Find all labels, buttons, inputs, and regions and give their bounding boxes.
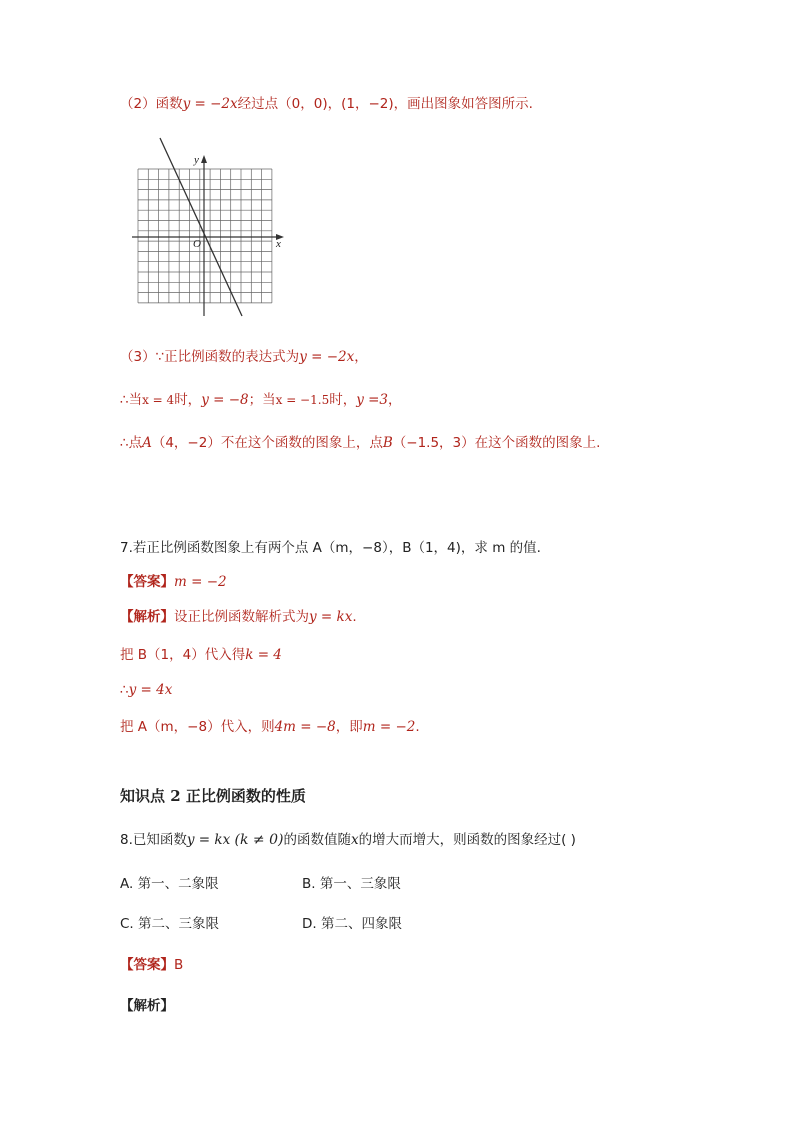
y-axis-label: y <box>194 154 199 166</box>
part3-line2-y1: y = −8 <box>201 392 249 408</box>
q8-answer-tag: 【答案】 <box>120 957 174 973</box>
q7-analysis-4e: . <box>415 719 420 735</box>
q7-analysis-1b: y = kx <box>309 609 353 625</box>
section-title: 知识点 2 正比例函数的性质 <box>120 787 306 805</box>
q7-analysis-2a: 把 B（1，4）代入得 <box>120 647 246 663</box>
q8-analysis-tag: 【解析】 <box>120 998 174 1014</box>
q7-answer-tag: 【答案】 <box>120 574 174 590</box>
q7-question: 7.若正比例函数图象上有两个点 A（m，−8），B（1，4)，求 m 的值. <box>120 540 541 556</box>
y-axis-arrow-icon <box>201 155 207 163</box>
part2-text: 经过点（0，0)，(1，−2)，画出图象如答图所示. <box>237 96 533 112</box>
q8-option-b: B. 第一、三象限 <box>302 876 401 892</box>
q8-question-cond: (k ≠ 0) <box>234 832 284 848</box>
q7-analysis-1a: 设正比例函数解析式为 <box>174 609 309 625</box>
part3-line3-a: ∴点 <box>120 435 143 451</box>
part3-line1 <box>120 347 368 367</box>
q7-analysis-line1 <box>120 607 357 627</box>
q7-analysis-4b: 4m = −8 <box>274 719 336 735</box>
function-graph <box>128 134 293 319</box>
part3-line3-b: （4，−2）不在这个函数的图象上，点 <box>151 435 383 451</box>
q8-question-a: 8.已知函数 <box>120 832 187 848</box>
q8-answer-value: B <box>174 957 184 973</box>
q8-option-a: A. 第一、二象限 <box>120 876 219 892</box>
part3-line2-x1: x = 4 <box>142 393 175 407</box>
q8-question-b: 的函数值随 <box>283 832 351 848</box>
q7-analysis-3b: y = 4x <box>128 682 173 698</box>
part3-line2-a: ∴当 <box>120 392 143 408</box>
part3-line3-c: （−1.5，3）在这个函数的图象上. <box>392 435 601 451</box>
q7-analysis-1c: . <box>352 609 357 625</box>
origin-label: O <box>193 238 201 250</box>
x-axis-label: x <box>276 238 281 250</box>
part3-line2-b: 时， <box>174 392 202 408</box>
q7-analysis-tag: 【解析】 <box>120 609 174 625</box>
q7-analysis-4a: 把 A（m，−8）代入，则 <box>120 719 275 735</box>
part3-line2 <box>120 390 402 410</box>
q8-option-c: C. 第二、三象限 <box>120 916 220 932</box>
q8-question <box>120 830 576 850</box>
point-a-label: A <box>142 435 152 451</box>
q7-analysis-line2 <box>120 645 282 665</box>
part3-line2-d: 时， <box>329 392 357 408</box>
part3-line2-y2: y =3 <box>356 392 389 408</box>
part3-line2-e: ， <box>388 392 402 408</box>
q7-analysis-2b: k = 4 <box>245 647 282 663</box>
part2-prefix: （2）函数 <box>120 96 183 112</box>
part3-line2-x2: x = −1.5 <box>275 393 330 407</box>
q7-analysis-line3 <box>120 680 172 700</box>
q7-analysis-4c: ，即 <box>335 719 363 735</box>
part3-line1-text: （3）∵正比例函数的表达式为 <box>120 349 300 365</box>
q8-question-func: y = kx <box>186 832 231 848</box>
function-line <box>160 138 242 316</box>
part3-line1-end: ， <box>354 349 368 365</box>
q7-answer-value: m = −2 <box>174 574 227 590</box>
q7-analysis-4d: m = −2 <box>362 719 416 735</box>
q7-analysis-3a: ∴ <box>120 682 129 698</box>
part2-function: y = −2x <box>182 96 238 112</box>
point-b-label: B <box>382 435 393 451</box>
q8-option-d: D. 第二、四象限 <box>302 916 402 932</box>
part3-line1-expr: y = −2x <box>299 349 355 365</box>
part2-line <box>120 94 533 114</box>
q8-question-c: 的增大而增大，则函数的图象经过( ) <box>358 832 576 848</box>
q8-question-x: x <box>350 832 359 848</box>
q8-answer <box>120 955 183 975</box>
part3-line3 <box>120 433 600 453</box>
q7-analysis-line4 <box>120 717 420 737</box>
q7-answer <box>120 572 227 592</box>
part3-line2-c: ；当 <box>248 392 276 408</box>
